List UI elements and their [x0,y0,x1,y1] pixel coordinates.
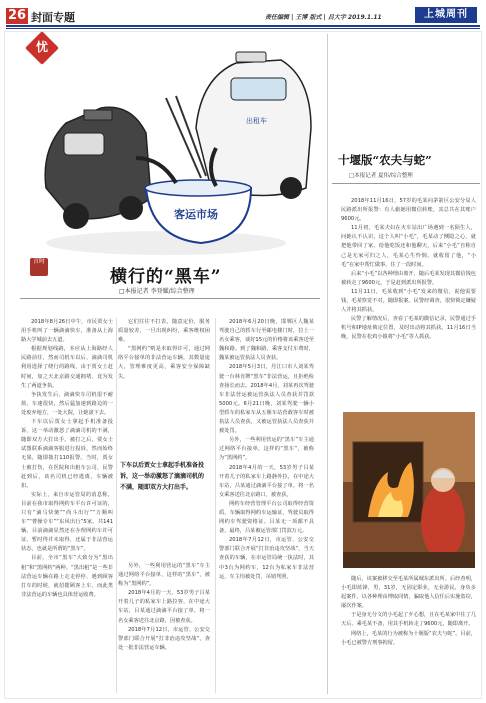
side-article-byline: □本报记者 夏伟/综合整理 [349,173,413,179]
page-number: 26 [7,8,27,23]
old-woman-figure [421,484,465,560]
side-article-title: 十堰版“农夫与蛇” [338,153,432,167]
header-rule [6,25,480,27]
ground-shadow [46,231,286,255]
section-divider [327,34,328,694]
side-article-column-bottom: 随后，该案被移交至毛某所属城东派出所。后经查明，小毛即蓝锋，男，31岁，无固定职业，无业游民，身负多起案件，以各种理由博取同情，骗取他人信任后实施盗窃，屡次作案。 于是身无分文的小毛起了歹心想，且在毛某家中住了几天后，乘毛某不备，用其手机转走了9600元，随即离开。 网络上，毛某的行为被称为十堰版“农夫与蛇”。目前，小毛已被警方刑事拘留。 [341,576,476,646]
black-car-icon [45,107,151,229]
main-article-title: 横行的“黑车” [110,267,222,287]
article-column-2-lower: 另外，一些利用营运的“黑车”车主通过网络平台接单，这样的“黑车”，被称为“黑网约”。 2018年4月的一天，53岁男子吕某开着儿子的私家车上路拉客，在中途大车站，吕某通过滴滴平台接了单，将一名女乘客送往北京路，因被查获。 2018年7月12日，市运管、公安交警部门联合开展“打非治违攻坚战”，查处一批非法营运车辆。 [118,563,210,651]
svg-text:出租车: 出租车 [246,117,267,125]
side-article-column-top: 2018年11月16日，57岁的毛某向茅箭区公安分局人民路派出所报警：有人偷她用微信转账，其总共在其账户9600元。 11月初，毛某夫妇在火车站出广场遇到一名陌生人，问她认不认识，这个人叫“小毛”，毛某动了恻隐之心，就把他带回了家，给他吃饭还和他聊天，后来“小毛”自称自己是无家可归之人，毛某心生怜悯，就收留了他，“小毛”在家中帮忙做事，住了一段时间。 后来“小毛”以各种理由离开，随后毛某发现其微信钱包被转走了9600元，于是赶到派出所报警。 11月11日，毛某收到“小毛”发来的微信，说他需要钱，毛某察觉不对，随即报案。民警经调查，很快锁定嫌疑人并将其抓获。 民警了解情况后，查看了毛某的微信记录，民警通过手机号和IP地址锁定位置，及时出动将其抓获。11月16日当晚，民警在松鸡小镇将“小毛”等人抓获。 [341,198,476,341]
divider [332,183,480,184]
artist-seal: 言时 [30,258,48,276]
article-column-1: 2018年8月26日中午，市民贾女士用手机叫了一辆滴滴快车，准备从上海路大学城前去五道。 根据规划线路，本应从上海路经人民路前往，然而司机车以后，滴滴司机利用选择了绕行的路线，由于贾女士赶时间，加之天北京路交通拥堵，竟为发生了两道争执。 争执发生后，滴滴快车司机很不耐烦，车速很快，然后猛加速到路边的一处废弃地方，一处大院，让她滚下去。 下车以后贾女士拿起手机准备投诉，这一举动激怒了滴滴司机的不满，随即双方大打出手。被打之后，贾女士试图联系滴滴客服进行投诉，然而始终无果，随即拨打110报警。当时，贾女士被打伤，在医院和出租车公司，民警赶到后，该名司机已经逃离，车辆被扣。 实际上，来自市运管局的消息称，目前在我市取得网约车平台许可证的，只有“滴马快驰”“尚斗出行”“万顺叫车”“曹操专车”“东风出行”5家，共141辆。目前滴滴显然还在办理网约车许可证，暂时得并未取得，还属于非法营运状态，也就是所谓的“黑车”。 目前，全市“黑车”大致分为“黑出租”和“黑网约”两种。“黑出租”是一些非法营运车辆在路上走走停停，遇到顾客打车的时候，就招揽顾客上车。而此类非法营运的车辆也具体营运收费。 [21,319,113,598]
topic-badge-char: 忧 [35,40,48,54]
floor [343,552,475,568]
divider [20,298,320,299]
main-article-byline: □本报记者 李登耀/综合整理 [119,288,195,295]
header-meta: 责任编辑 | 王博 版式 | 吕大宇 2019.1.11 [265,14,382,21]
publication-logo: 上城周刊 [415,7,477,23]
pull-quote: 下车以后贾女士拿起手机准备投诉，这一举动激怒了滴滴司机的不满，随即双方大打出手。 [120,462,205,491]
cartoon-illustration [26,38,316,263]
column-rule [215,318,216,693]
fireplace-illustration [343,412,475,568]
section-title: 封面专题 [31,11,75,24]
svg-text:客运市场: 客运市场 [174,208,218,221]
article-column-2: 它们往往不打表，随意定价，服务质量较差，一旦出现纠纷，乘客维权困难。 “黑网约”则是未取得许可，通过网络平台接单的非法营运车辆，其数量庞大，管理难度更高，乘客安全保障缺失。 [118,319,210,380]
article-column-3: 2018年6月20日晚，邯郸区人魏某驾驶自己的轿车行至邮电楼门时，拉上一名女乘客，谈好15元的价格将该乘客送至魏和路。到了魏和路，乘客支付车费时，魏某被运管执法人员查获。 2018年5月3日，丹江口市人刘某驾驶一台林肯牌“黑车”非法营运，且拒绝检查扬长而去。2018年4月，刘某再次驾驶车非法营运被运管执法人员查获并罚款5000元。6月21日晚，刘某驾驶一辆小型轿车的私家车从五堰车站营载客车时被执法人员查获，又被运管执法人员查获并被处罚。 另外，一些利用营运的“黑车”车主通过网络平台接单，这样的“黑车”，被称为“黑网约”。 2018年4月的一天，53岁男子吕某开着儿子的私家车上路静外拉，在中途大车站，吕某通过滴滴平台接了单，将一名女乘客送往北京路口，被查获。 网约车经营管理平台公司取得经营资质，车辆取得网约车运输证，驾驶员取得网约车驾驶资格证。吕某无一项都不具备，最终，吕某被运管部门罚款万元。 2018年7月12日，市运管、公安交警部门联合开展“打非治违攻坚战”，当天查获的车辆，在市运管局统一执法时，其中3台为网约车，12台为私家车非法营运，车主均被处罚、吊销驾照。 [219,319,314,580]
column-rule [116,318,117,693]
header-rule-thin [6,28,480,29]
